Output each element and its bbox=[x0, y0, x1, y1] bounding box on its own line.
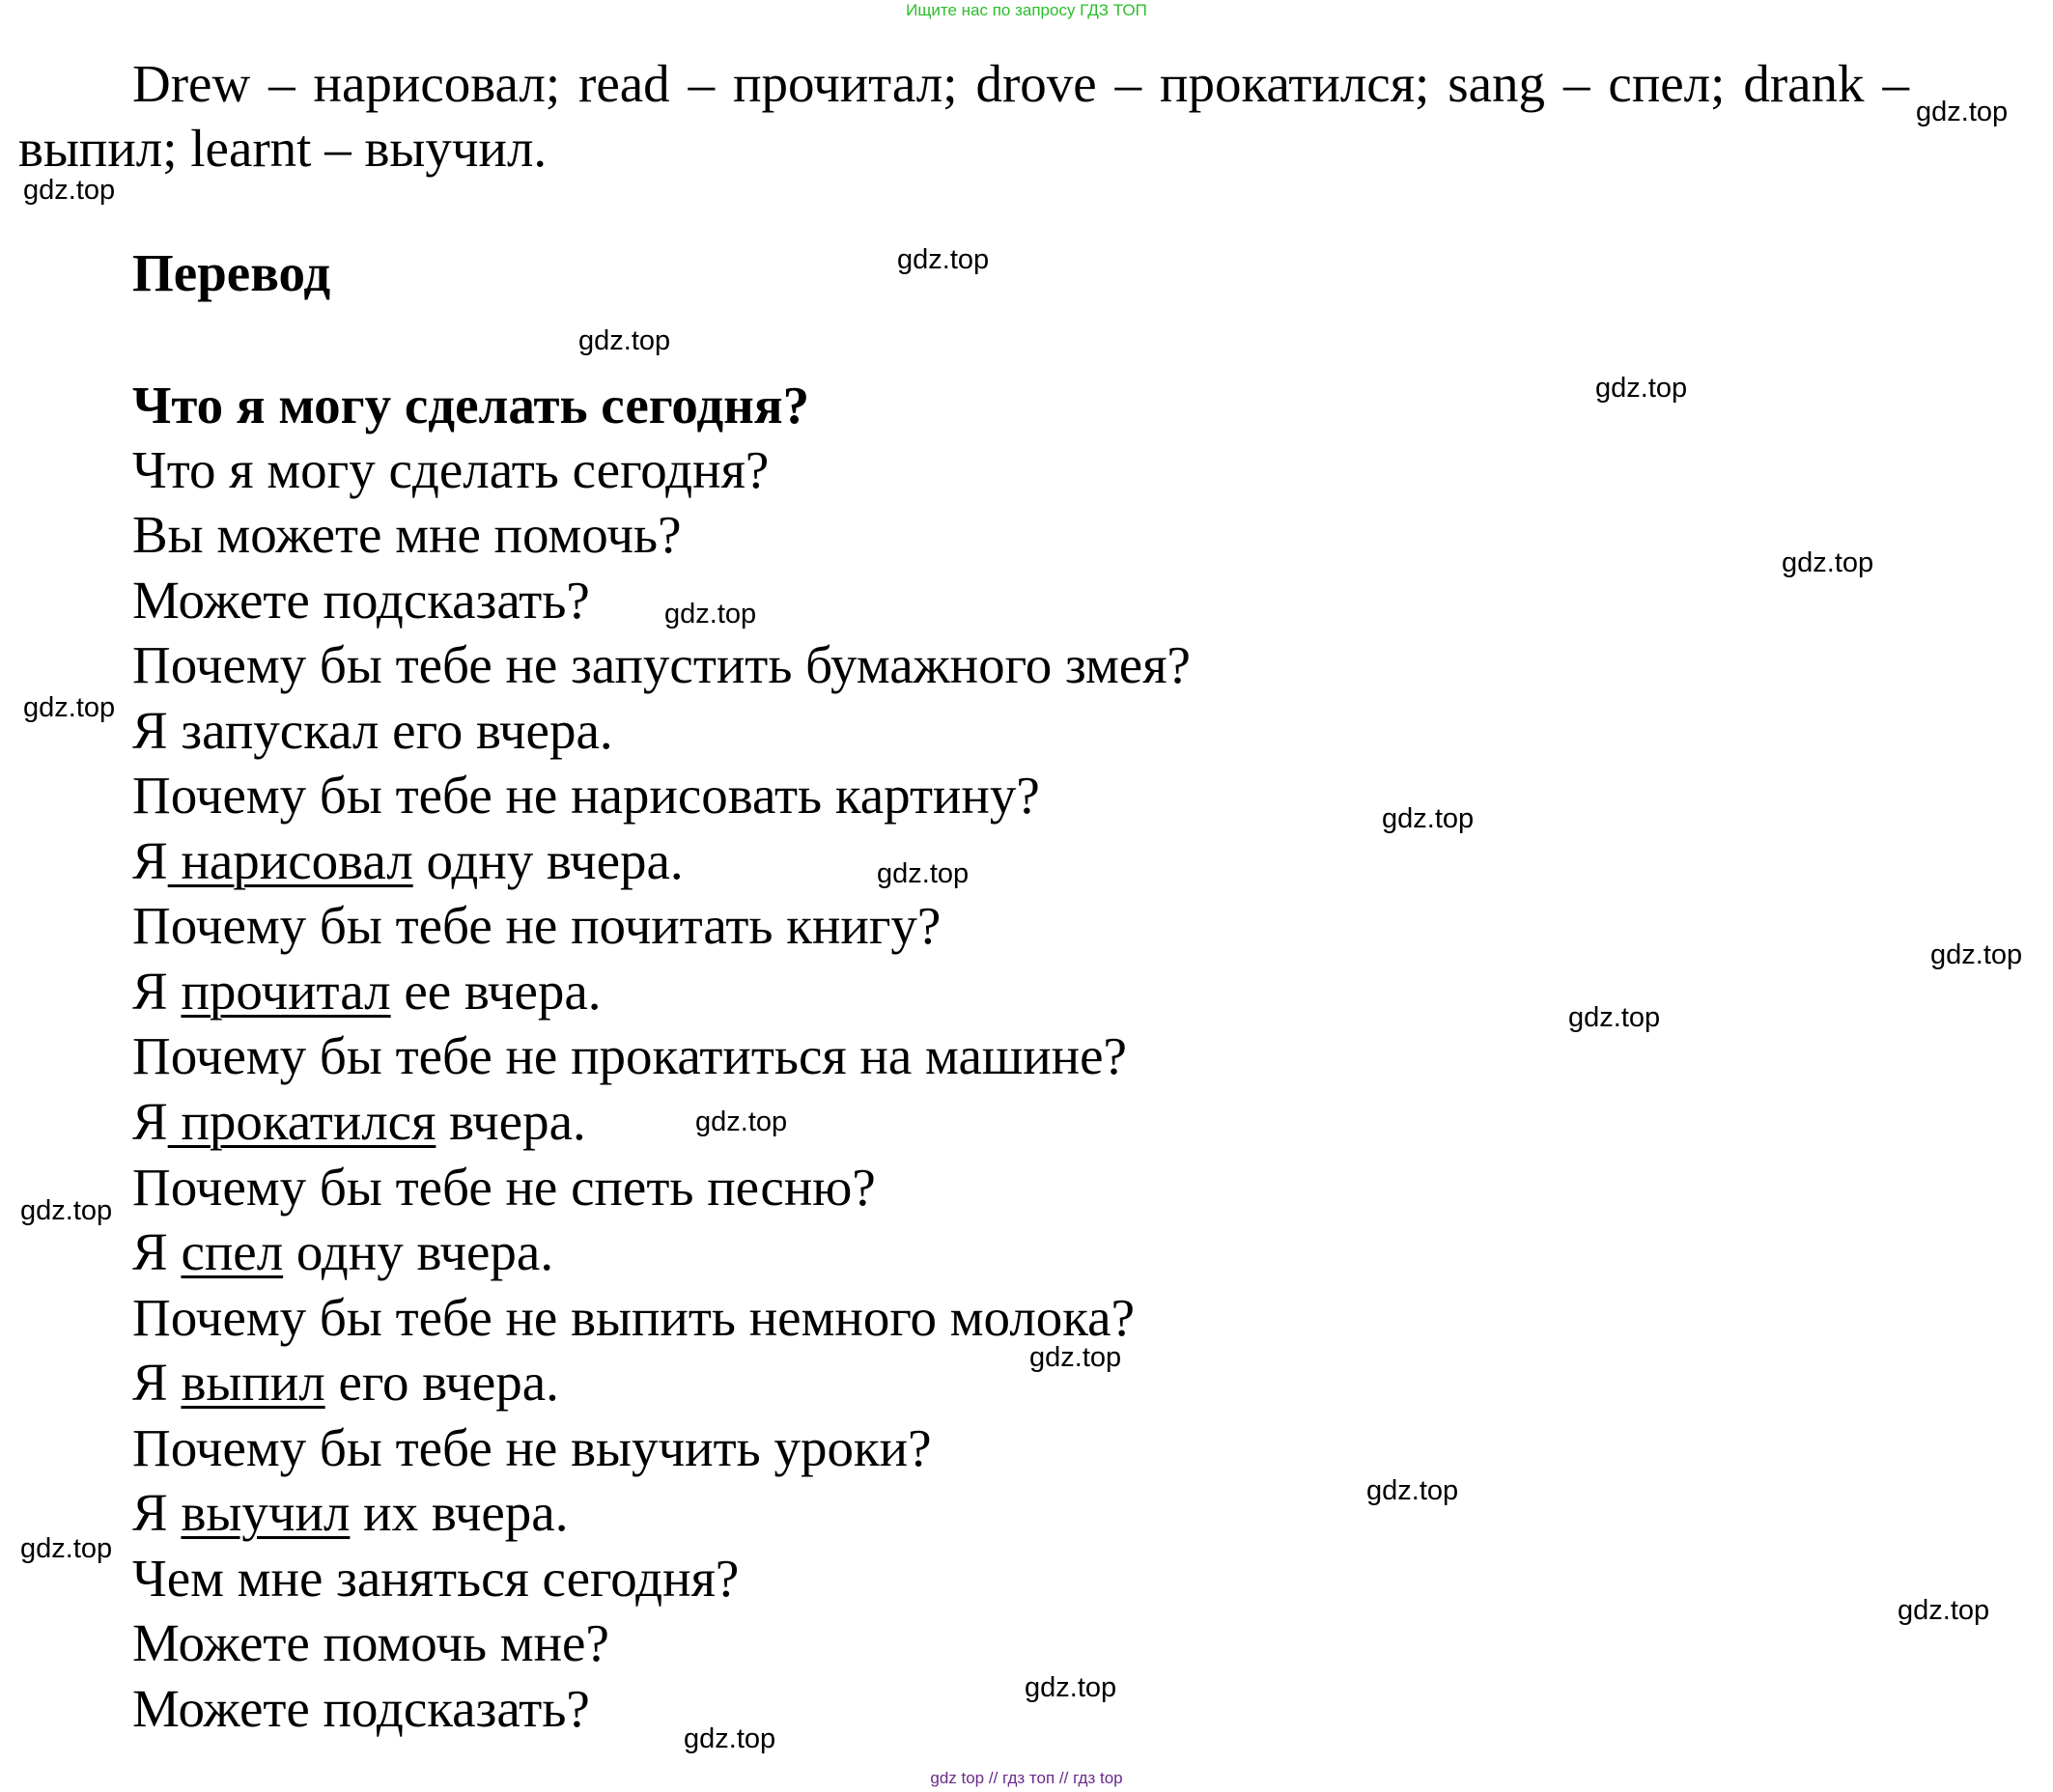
watermark: gdz.top bbox=[1782, 547, 1874, 578]
line-suffix: ее вчера. bbox=[390, 962, 602, 1021]
text-line bbox=[132, 959, 602, 1023]
text-line: Почему бы тебе не спеть песню? bbox=[132, 1158, 876, 1217]
watermark: gdz.top bbox=[1898, 1595, 1990, 1626]
footer-links bbox=[0, 1769, 2053, 1788]
watermark: gdz.top bbox=[877, 858, 970, 889]
underlined-verb: выучил bbox=[181, 1483, 351, 1542]
underlined-verb: спел bbox=[181, 1222, 284, 1281]
text-line bbox=[132, 1480, 568, 1545]
watermark: gdz.top bbox=[684, 1723, 776, 1754]
text-line: Почему бы тебе не запустить бумажного змея? bbox=[132, 635, 1191, 694]
watermark: gdz.top bbox=[20, 1533, 113, 1564]
text-line bbox=[132, 1089, 586, 1154]
intro-paragraph: Drew – нарисовал; read – прочитал; drove – прокатился; sang – спел; drank – выпил; learnt – выучил. bbox=[18, 54, 1909, 178]
watermark: gdz.top bbox=[1595, 373, 1688, 404]
text-line bbox=[132, 828, 684, 893]
line-suffix: одну вчера. bbox=[283, 1222, 554, 1281]
underlined-verb: выпил bbox=[181, 1353, 325, 1412]
watermark: gdz.top bbox=[1366, 1475, 1459, 1506]
top-note-link[interactable]: Ищите нас по запросу ГДЗ ТОП bbox=[906, 1, 1147, 19]
underlined-verb: прочитал bbox=[181, 962, 391, 1021]
footer-link[interactable]: gdz top bbox=[930, 1769, 985, 1787]
text-line: Почему бы тебе не выпить немного молока? bbox=[132, 1288, 1135, 1347]
footer-separator: // bbox=[988, 1769, 998, 1787]
text-line: Чем мне заняться сегодня? bbox=[132, 1549, 740, 1608]
poem-title: Что я могу сделать сегодня? bbox=[132, 376, 810, 434]
text-line: Вы можете мне помочь? bbox=[132, 505, 682, 564]
footer-separator: // bbox=[1058, 1769, 1069, 1787]
line-prefix: Я bbox=[132, 1483, 182, 1542]
underlined-verb: прокатился bbox=[167, 1092, 436, 1151]
watermark: gdz.top bbox=[23, 175, 116, 206]
text-line: Почему бы тебе не нарисовать картину? bbox=[132, 766, 1040, 825]
footer-link[interactable]: гдз топ bbox=[1002, 1769, 1055, 1787]
text-line: Почему бы тебе не почитать книгу? bbox=[132, 896, 942, 955]
watermark: gdz.top bbox=[695, 1106, 788, 1137]
text-line: Можете помочь мне? bbox=[132, 1613, 609, 1672]
top-note bbox=[0, 1, 2053, 20]
footer-link[interactable]: гдз top bbox=[1073, 1769, 1123, 1787]
watermark: gdz.top bbox=[1916, 97, 2009, 127]
watermark: gdz.top bbox=[664, 599, 757, 630]
watermark: gdz.top bbox=[1930, 939, 2023, 970]
line-prefix: Я bbox=[132, 1222, 182, 1281]
line-suffix: одну вчера. bbox=[412, 831, 684, 890]
watermark: gdz.top bbox=[1382, 803, 1475, 834]
text-line: Почему бы тебе не выучить уроки? bbox=[132, 1418, 932, 1477]
text-line: Можете подсказать? bbox=[132, 1679, 590, 1738]
line-prefix: Я bbox=[132, 1092, 168, 1151]
text-line: Почему бы тебе не прокатиться на машине? bbox=[132, 1026, 1127, 1085]
line-suffix: его вчера. bbox=[324, 1353, 559, 1412]
watermark: gdz.top bbox=[897, 244, 990, 275]
line-prefix: Я bbox=[132, 962, 182, 1021]
text-line: Я запускал его вчера. bbox=[132, 701, 613, 760]
text-line bbox=[132, 1219, 553, 1284]
watermark: gdz.top bbox=[20, 1195, 113, 1226]
line-suffix: их вчера. bbox=[350, 1483, 569, 1542]
line-suffix: вчера. bbox=[436, 1092, 586, 1151]
watermark: gdz.top bbox=[1568, 1002, 1661, 1033]
watermark: gdz.top bbox=[23, 692, 116, 723]
underlined-verb: нарисовал bbox=[167, 831, 413, 890]
watermark: gdz.top bbox=[578, 325, 671, 356]
watermark: gdz.top bbox=[1025, 1672, 1117, 1703]
text-line bbox=[132, 1350, 559, 1414]
line-prefix: Я bbox=[132, 831, 168, 890]
text-line: Что я могу сделать сегодня? bbox=[132, 440, 770, 499]
section-heading: Перевод bbox=[132, 243, 331, 302]
text-line: Можете подсказать? bbox=[132, 571, 590, 630]
line-prefix: Я bbox=[132, 1353, 182, 1412]
watermark: gdz.top bbox=[1029, 1342, 1122, 1373]
